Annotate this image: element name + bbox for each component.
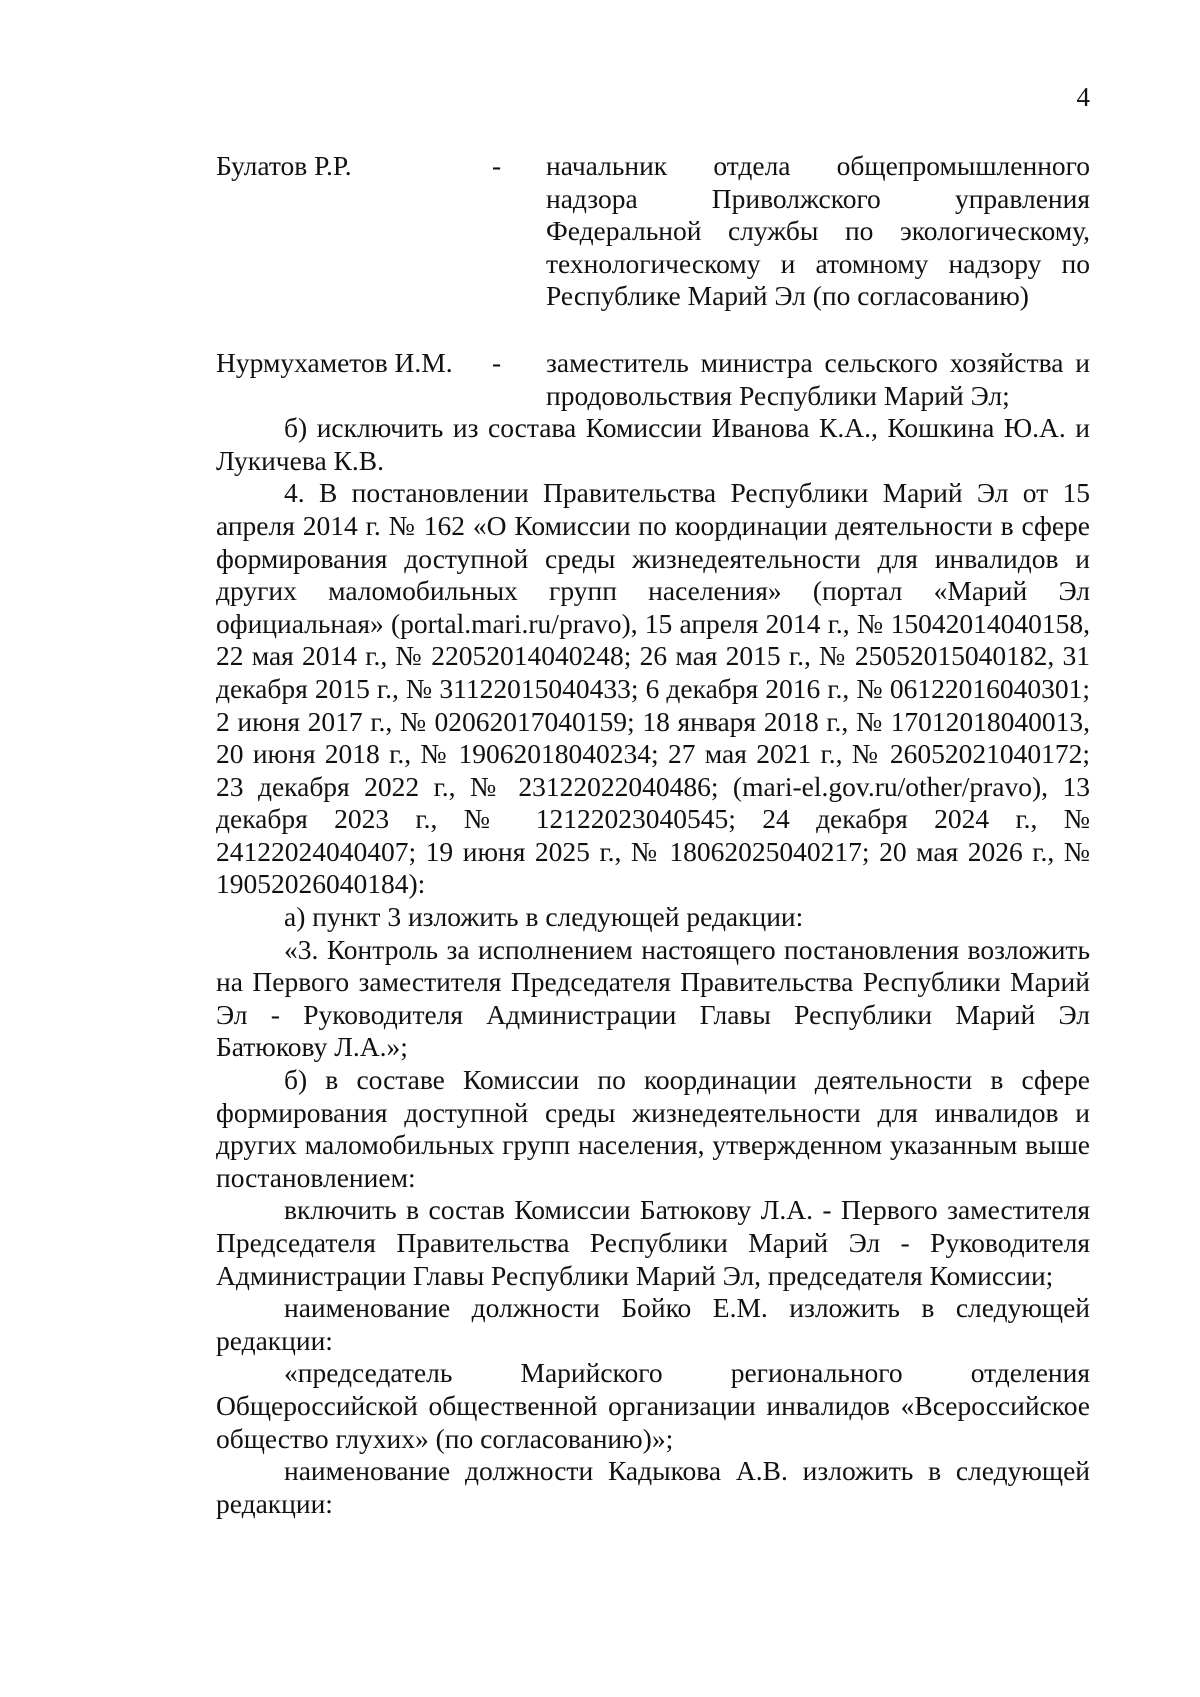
member-name: Нурмухаметов И.М.: [216, 346, 453, 378]
member-dash: -: [492, 150, 502, 181]
member-role: заместитель министра сельского хозяйства и продовольствия Республики Марий Эл;: [546, 346, 1090, 411]
member-dash: -: [492, 346, 502, 378]
member-entry: [216, 150, 1090, 313]
member-role: начальник отдела общепромышленного надзора Приволжского управления Федеральной службы по экологическому, технологическому и атомному надзору по Республике Марий Эл (по согласованию): [546, 150, 1090, 312]
paragraph-rename-boyko: наименование должности Бойко Е.М. изложить в следующей редакции:: [216, 1292, 1090, 1356]
paragraph-subitem-a: а) пункт 3 изложить в следующей редакции:: [284, 901, 804, 933]
paragraph-quote-item-3: «3. Контроль за исполнением настоящего постановления возложить на Первого заместителя Председателя Правительства Республики Марий Эл - Руководителя Администрации Главы Республики Марий Эл Батюкову Л.А.»;: [216, 933, 1090, 1063]
document-body: [216, 150, 1090, 1520]
member-entry: [216, 347, 1090, 412]
paragraph-include-member: включить в состав Комиссии Батюкову Л.А. - Первого заместителя Председателя Правительства Республики Марий Эл - Руководителя Администрации Главы Республики Марий Эл, председателя Комиссии;: [216, 1194, 1090, 1291]
member-name: Булатов Р.Р.: [216, 150, 352, 181]
paragraph-item-4: 4. В постановлении Правительства Республики Марий Эл от 15 апреля 2014 г. № 162 «О Комиссии по координации деятельности в сфере формирования доступной среды жизнедеятельности для инвалидов и других маломобильных групп населения» (портал «Марий Эл официальная» (portal.mari.ru/pravo), 15 апреля 2014 г., № 15042014040158, 22 мая 2014 г., № 22052014040248; 26 мая 2015 г., № 25052015040182, 31 декабря 2015 г., № 31122015040433; 6 декабря 2016 г., № 06122016040301; 2 июня 2017 г., № 02062017040159; 18 января 2018 г., № 17012018040013, 20 июня 2018 г., № 19062018040234; 27 мая 2021 г., № 26052021040172; 23 декабря 2022 г., № 23122022040486; (mari-el.gov.ru/other/pravo), 13 декабря 2023 г., № 12122023040545; 24 декабря 2024 г., № 24122024040407; 19 июня 2025 г., № 18062025040217; 20 мая 2026 г., № 19052026040184):: [216, 477, 1090, 900]
page-number: 4: [1076, 82, 1090, 112]
paragraph-quote-boyko-title: «председатель Марийского регионального отделения Общероссийской общественной организации инвалидов «Всероссийское общество глухих» (по согласованию)»;: [216, 1357, 1090, 1454]
paragraph-exclude-members: б) исключить из состава Комиссии Иванова К.А., Кошкина Ю.А. и Лукичева К.В.: [216, 412, 1090, 476]
paragraph-subitem-b: б) в составе Комиссии по координации деятельности в сфере формирования доступной среды жизнедеятельности для инвалидов и других маломобильных групп населения, утвержденном указанным выше постановлением:: [216, 1064, 1090, 1193]
paragraph-rename-kadykov: наименование должности Кадыкова А.В. изложить в следующей редакции:: [216, 1455, 1090, 1519]
